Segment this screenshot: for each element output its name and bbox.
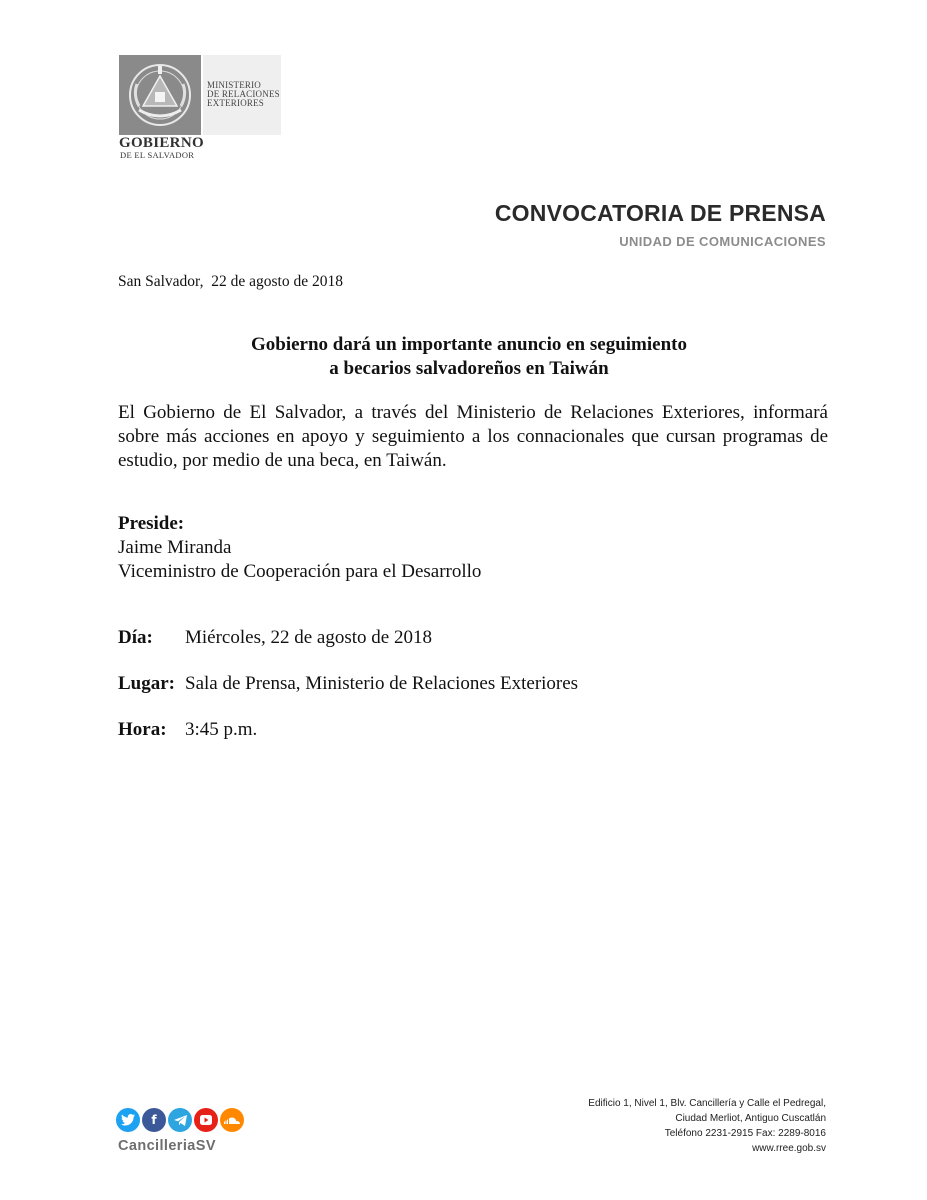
day-label: Día:	[118, 627, 153, 648]
twitter-icon[interactable]	[116, 1108, 140, 1132]
date-line: San Salvador, 22 de agosto de 2018	[118, 273, 343, 290]
ministry-label-block	[203, 55, 281, 135]
day-value: Miércoles, 22 de agosto de 2018	[185, 627, 432, 648]
address-line-1: Edificio 1, Nivel 1, Blv. Cancillería y Calle el Pedregal,	[588, 1098, 826, 1109]
body-line-2: sobre más acciones en apoyo y seguimiento a los connacionales que cursan programas de	[118, 426, 828, 447]
social-icons	[116, 1108, 244, 1132]
detail-day	[118, 627, 432, 649]
social-handle[interactable]: CancilleriaSV	[118, 1138, 216, 1154]
address-line-2: Ciudad Merliot, Antiguo Cuscatlán	[675, 1113, 826, 1124]
time-value: 3:45 p.m.	[185, 719, 258, 740]
youtube-icon[interactable]	[194, 1108, 218, 1132]
body-line-3: estudio, por medio de una beca, en Taiwán.	[118, 450, 447, 471]
document-subtitle: UNIDAD DE COMUNICACIONES	[619, 234, 826, 249]
coat-of-arms-icon	[119, 55, 201, 135]
address-line-3: Teléfono 2231-2915 Fax: 2289-8016	[664, 1128, 826, 1139]
document-title: CONVOCATORIA DE PRENSA	[494, 200, 826, 226]
detail-place	[118, 673, 578, 695]
headline-line-2: a becarios salvadoreños en Taiwán	[329, 358, 609, 379]
headline	[118, 333, 820, 381]
ministry-logo	[119, 55, 281, 135]
preside-role: Viceministro de Cooperación para el Desarrollo	[118, 561, 482, 582]
address-website-link[interactable]: www.rree.gob.sv	[752, 1143, 826, 1154]
government-country-label: DE EL SALVADOR	[120, 150, 195, 160]
headline-line-1: Gobierno dará un importante anuncio en seguimiento	[251, 334, 687, 355]
place-label: Lugar:	[118, 673, 175, 694]
soundcloud-icon[interactable]	[220, 1108, 244, 1132]
preside-name: Jaime Miranda	[118, 537, 232, 558]
government-label: GOBIERNO	[119, 135, 204, 151]
telegram-icon[interactable]	[168, 1108, 192, 1132]
place-value: Sala de Prensa, Ministerio de Relaciones Exteriores	[185, 673, 579, 694]
time-label: Hora:	[118, 719, 167, 740]
detail-time	[118, 719, 257, 741]
ministry-line-2: DE RELACIONES	[207, 89, 280, 99]
body-paragraph	[118, 401, 828, 473]
body-line-1: El Gobierno de El Salvador, a través del Ministerio de Relaciones Exteriores, informará	[118, 402, 828, 423]
footer-address	[588, 1096, 826, 1156]
ministry-line-3: EXTERIORES	[207, 98, 264, 108]
facebook-icon[interactable]: f	[142, 1108, 166, 1132]
ministry-line-1: MINISTERIO	[207, 80, 261, 90]
preside-label: Preside:	[118, 513, 185, 534]
